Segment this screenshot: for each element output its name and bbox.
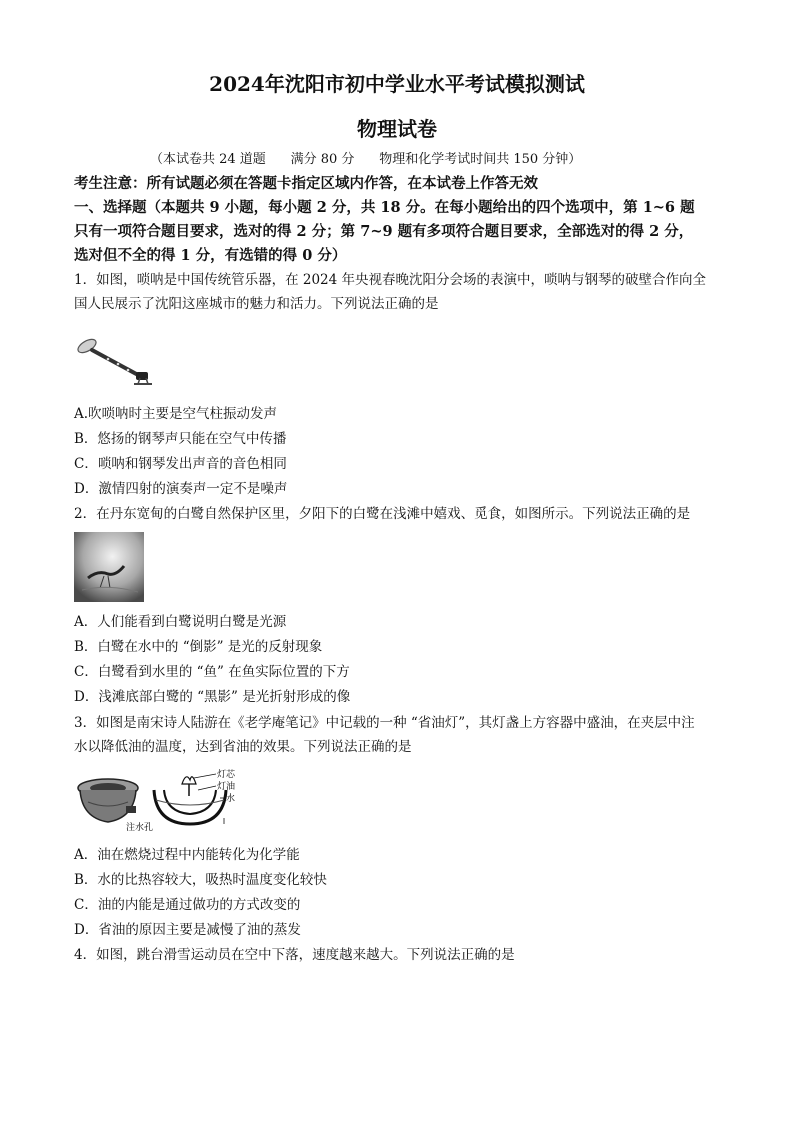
q3-option-d: D．省油的原因主要是减慢了油的蒸发 [74, 922, 301, 938]
wick-label: 灯芯 [217, 770, 236, 780]
suona-image [74, 332, 156, 390]
q1-option-d: D．激情四射的演奏声一定不是噪声 [74, 481, 288, 497]
question-1-stem [74, 268, 734, 316]
q2-option-d: D．浅滩底部白鹭的 “黑影” 是光折射形成的像 [74, 689, 351, 705]
question-line: 3．如图是南宋诗人陆游在《老学庵笔记》中记载的一种 “省油灯”，其灯盏上方容器中盛油，在夹层中注 [74, 715, 695, 731]
question-3-stem [74, 711, 734, 759]
info-full-score: 满分 80 分 [290, 152, 355, 167]
q2-option-b: B．白鹭在水中的 “倒影” 是光的反射现象 [74, 639, 323, 655]
question-line: 1．如图，唢呐是中国传统管乐器，在 2024 年央视春晚沈阳分会场的表演中，唢呐与钢琴的破壁合作向全 [74, 272, 707, 288]
question-line: 水以降低油的温度，达到省油的效果。下列说法正确的是 [74, 739, 412, 755]
q2-option-c: C．白鹭看到水里的 “鱼” 在鱼实际位置的下方 [74, 664, 350, 680]
q1-option-c: C．唢呐和钢琴发出声音的音色相同 [74, 456, 287, 472]
q1-option-a: A.吹唢呐时主要是空气柱振动发声 [74, 406, 278, 422]
question-2-stem [74, 502, 734, 526]
section-instructions [74, 196, 740, 268]
question-4-stem [74, 943, 734, 967]
info-time: 物理和化学考试时间共 150 分钟） [379, 152, 582, 167]
section-line: 只有一项符合题目要求，选对的得 2 分；第 7~9 题有多项符合题目要求，全部选对的得 2 分， [74, 223, 694, 240]
exam-title: 2024年沈阳市初中学业水平考试模拟测试 [209, 72, 585, 96]
section-line: 一、选择题（本题共 9 小题，每小题 2 分，共 18 分。在每小题给出的四个选项中，第 1~6 题 [74, 199, 695, 216]
exam-subtitle: 物理试卷 [357, 117, 437, 141]
exam-notice: 考生注意：所有试题必须在答题卡指定区域内作答，在本试卷上作答无效 [74, 175, 538, 192]
q3-option-b: B．水的比热容较大，吸热时温度变化较快 [74, 872, 327, 888]
q3-option-a: A．油在燃烧过程中内能转化为化学能 [74, 847, 300, 863]
water-hole-label: 注水孔 [126, 823, 154, 832]
section-line: 选对但不全的得 1 分，有选错的得 0 分） [74, 247, 347, 264]
question-line: 国人民展示了沈阳这座城市的魅力和活力。下列说法正确的是 [74, 296, 439, 312]
question-line: 2．在丹东宽甸的白鹭自然保护区里，夕阳下的白鹭在浅滩中嬉戏、觅食，如图所示。下列说法正确的是 [74, 506, 691, 522]
q3-option-c: C．油的内能是通过做功的方式改变的 [74, 897, 301, 913]
egret-image [74, 532, 144, 602]
q2-option-a: A．人们能看到白鹭说明白鹭是光源 [74, 614, 287, 630]
water-label: 水 [226, 794, 236, 804]
exam-info [150, 148, 581, 167]
q1-option-b: B．悠扬的钢琴声只能在空气中传播 [74, 431, 287, 447]
oil-label: 灯油 [217, 782, 236, 792]
info-question-count: （本试卷共 24 道题 [150, 152, 266, 167]
oil-lamp-figure [74, 766, 254, 832]
question-line: 4．如图，跳台滑雪运动员在空中下落，速度越来越大。下列说法正确的是 [74, 947, 515, 963]
